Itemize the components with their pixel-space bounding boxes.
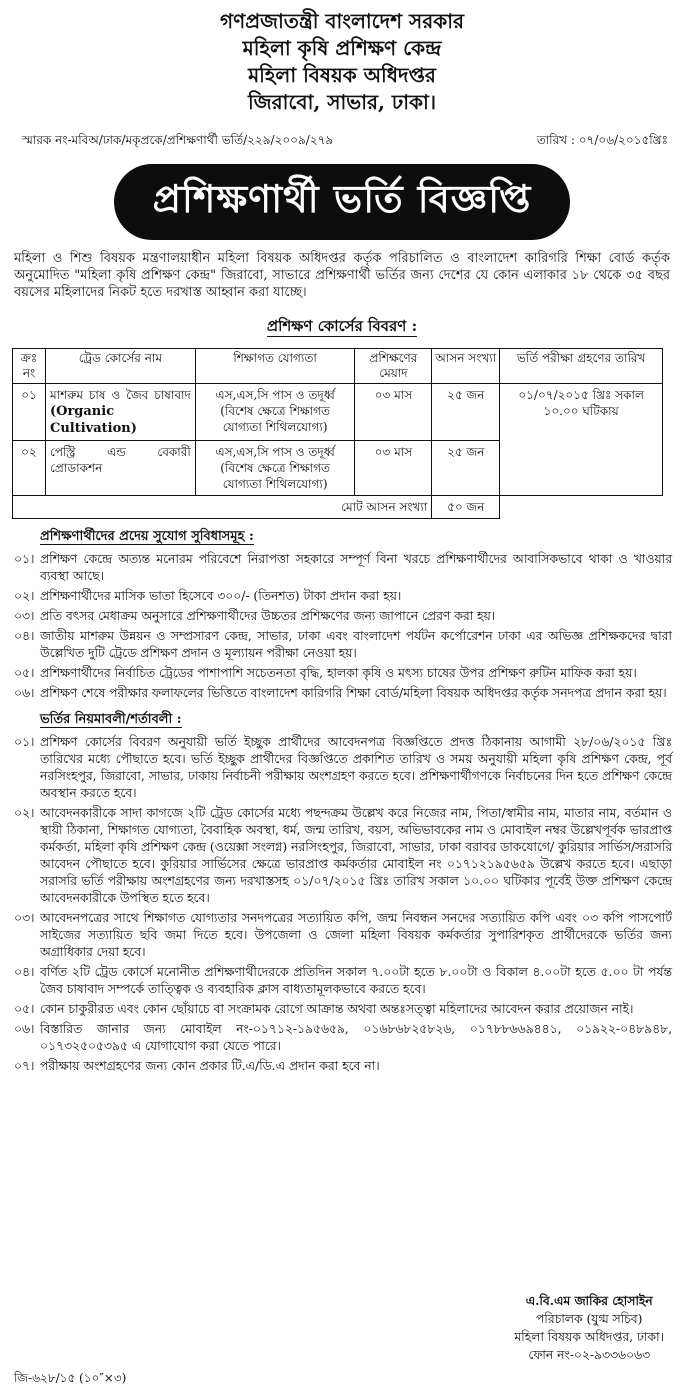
facilities-list [12,551,672,702]
course-section-heading [12,315,672,340]
rules-list [12,734,672,1075]
item-text: আবেদনকারীকে সাদা কাগজে ২টি ট্রেড কোর্সের মধ্যে পছন্দক্রম উল্লেখ করে নিজের নাম, পিতা/স্বামীর নাম, মাতার নাম, বর্তমান ও স্থায়ী ঠিকানা, শিক্ষাগত যোগ্যতা, বৈবাহিক অবস্থা, ধর্ম, জন্ম তারিখ, বয়স, অভিভাবকের নাম ও মোবাইল নম্বর উল্লেখপূর্বক ভারপ্রাপ্ত কর্মকর্তা, মহিলা কৃষি প্রশিক্ষণ কেন্দ্র (ওয়েক্সা সংলগ্ন) নরসিংহপুর, জিরাবো, সাভার, ঢাকা বরাবর ডাকযোগে/ কুরিয়ার সার্ভিস/সরাসরি আবেদন পৌছাতে হবে। কুরিয়ার সার্ভিসের ক্ষেত্রে ভারপ্রাপ্ত কর্মকর্তার মোবাইল নং ০১৭১২১৯৫৬৫৯ উল্লেখ করতে হবে। এছাড়া সরাসরি ভর্তি পরীক্ষায় অংশগ্রহণের জন্য দরখাস্তসহ ০১/০৭/২০১৫ খ্রিঃ তারিখ সকাল ১০.০০ ঘটিকার পূর্বেই উক্ত প্রশিক্ষণ কেন্দ্রে আবেদনকারীকে উপস্থিত হতে হবে। [40,806,672,905]
list-item [12,1021,672,1055]
total-row [13,496,663,519]
col-header-trade: ট্রেড কোর্সের নাম [45,349,195,384]
exam-date-cell: ০১/০৭/২০১৫ খ্রিঃ সকাল ১০.০০ ঘটিকায় [500,384,663,496]
item-number: ০৫। [14,1002,35,1016]
list-item [12,685,672,702]
row-seats: ২৫ জন [432,441,500,496]
facilities-title-text: প্রশিক্ষণার্থীদের প্রদেয় সুযোগ সুবিধাসমূহ : [40,529,254,544]
row-trade-bn: পেস্ট্রি এন্ড বেকারী প্রোডাকশন [49,445,191,475]
course-table-header-row [13,349,663,384]
list-item [12,588,672,605]
header-center: মহিলা কৃষি প্রশিক্ষণ কেন্দ্র [242,36,442,60]
memo-date: তারিখ : ০৭/০৬/২০১৫খ্রিঃ [536,133,668,147]
item-text: কোন চাকুরীরত এবং কোন ছোঁয়াচে বা সংক্রামক রোগে আক্রান্ত অথবা অন্তঃসত্ত্বা মহিলাদের আবেদন করার প্রয়োজন নাই। [40,1002,634,1016]
header-government: গণপ্রজাতন্ত্রী বাংলাদেশ সরকার [220,9,464,33]
list-item [12,608,672,625]
header-address: জিরাবো, সাভার, ঢাকা। [247,90,436,114]
item-text: বিস্তারিত জানার জন্য মোবাইল নং-০১৭১২-১৯৫৬৫৯, ০১৬৮৬৮২৫৮২৬, ০১৭৮৮৬৬৯৪৪১, ০১৯২২-০৪৮৯৪৮, ০১৭৩২৫০৫৩৯৫ এ যোগাযোগ করা যেতে পারে। [40,1022,672,1053]
item-text: জাতীয় মাশরুম উন্নয়ন ও সম্প্রসারণ কেন্দ্র, সাভার, ঢাকা এবং বাংলাদেশ পর্যটন কর্পোরেশন ঢাকা এর অভিজ্ঞ প্রশিক্ষকদের দ্বারা উল্লেখিত দুটি ট্রেডে প্রশিক্ষণ প্রদান ও মূল্যায়ন পরীক্ষা নেওয়া হয়। [40,629,672,660]
list-item [12,551,672,585]
list-item [12,734,672,802]
item-text: প্রশিক্ষণ কোর্সের বিবরণ অনুযায়ী ভর্তি ইচ্ছুক প্রার্থীদের আবেদনপত্র বিজ্ঞপ্তিতে প্রদত্ত ঠিকানায় আগামী ২৮/০৬/২০১৫ খ্রিঃ তারিখের মধ্যে পৌছাতে হবে। ভর্তি ইচ্ছুক প্রার্থীদের বিজ্ঞপ্তিতে প্রকাশিত তারিখ ও সময় অনুযায়ী মহিলা কৃষি প্রশিক্ষণ কেন্দ্র, পূর্ব নরসিংহপুর, জিরাবো, সাভার, ঢাকায় নির্বাচনী পরীক্ষায় অংশগ্রহণ করতে হবে। প্রশিক্ষণার্থীগণকে নির্বাচনের দিন হতে প্রশিক্ষণ কেন্দ্রে অবস্থান করতে হবে। [40,735,672,800]
col-header-sl: ক্রঃ নং [13,349,46,384]
header-department: মহিলা বিষয়ক অধিদপ্তর [248,63,436,87]
total-seats-label: মোট আসন সংখ্যা [13,496,432,519]
memo-reference: স্মারক নং-মবিঅ/ঢাক/মকৃপ্রকে/প্রশিক্ষণার্থী ভর্তি/২২৯/২০০৯/২৭৯ [22,133,334,147]
item-number: ০২। [14,589,35,603]
row-duration: ০৩ মাস [355,441,432,496]
list-item [12,1001,672,1018]
row-duration: ০৩ মাস [355,384,432,441]
item-text: বর্ণিত ২টি ট্রেড কোর্সে মনোনীত প্রশিক্ষণার্থীদেরকে প্রতিদিন সকাল ৭.০০টা হতে ৮.০০টা ও বিকাল ৪.০০টা হতে ৫.০০ টা পর্যন্ত জৈব চাষাবাদ সম্পর্কে তাত্ত্বিক ও ব্যবহারিক ক্লাস বাধ্যতামূলকভাবে করতে হবে। [40,965,672,996]
total-seats-value: ৫০ জন [432,496,500,519]
memo-line [12,132,672,152]
item-text: পরীক্ষায় অংশগ্রহণের জন্য কোন প্রকার টি.এ/ডি.এ প্রদান করা হবে না। [40,1059,380,1073]
item-text: প্রশিক্ষণ কেন্দ্রে অত্যন্ত মনোরম পরিবেশে নিরাপত্তা সহকারে সম্পূর্ণ বিনা খরচে প্রশিক্ষণার্থীদের আবাসিকভাবে থাকা ও খাওয়ার ব্যবস্থা আছে। [40,552,672,583]
signatory-designation: পরিচালক (যুগ্ম সচিব) [535,1312,643,1326]
list-item [12,628,672,662]
intro-paragraph: মহিলা ও শিশু বিষয়ক মন্ত্রণালয়াধীন মহিলা বিষয়ক অধিদপ্তর কর্তৃক পরিচালিত ও বাংলাদেশ কারিগরি শিক্ষা বোর্ড কর্তৃক অনুমোদিত "মহিলা কৃষি প্রশিক্ষণ কেন্দ্র" জিরাবো, সাভারে প্রশিক্ষণার্থী ভর্তির জন্য দেশের যে কোন এলাকার ১৮ থেকে ৩৫ বছর বয়সের মহিলাদের নিকট হতে দরখাস্ত আহ্বান করা যাচ্ছে। [14,251,670,300]
total-row-blank [500,496,663,519]
col-header-duration: প্রশিক্ষণের মেয়াদ [355,349,432,384]
row-trade-en: (Organic Cultivation) [49,404,137,436]
row-trade-bn: মাশরুম চাষ ও জৈব চাষাবাদ [49,388,191,402]
list-item [12,910,672,961]
row-trade [45,441,195,496]
item-text: আবেদনপত্রের সাথে শিক্ষাগত যোগ্যতার সনদপত্রের সত্যায়িত কপি, জন্ম নিবন্ধন সনদের সত্যায়িত কপি এবং ০৩ কপি পাসপোর্ট সাইজের সত্যায়িত ছবি জমা দিতে হবে। উপজেলা ও জেলা মহিলা বিষয়ক কর্মকর্তার সুপারিশকৃত প্রার্থীদেরকে ভর্তির জন্য অগ্রাধিকার দেয়া হবে। [40,911,672,959]
col-header-qualification: শিক্ষাগত যোগ্যতা [195,349,355,384]
item-number: ০৫। [14,666,35,680]
list-item [12,805,672,907]
header [12,0,672,116]
item-number: ০৬। [14,1022,35,1036]
item-number: ০৩। [14,609,35,623]
signatory-name: এ.বি.এম জাকির হোসাইন [525,1293,653,1308]
item-text: প্রশিক্ষণার্থীদের মাসিক ভাতা হিসেবে ৩০০/- (তিনশত) টাকা প্রদান করা হয়। [40,589,402,603]
course-section-heading-text: প্রশিক্ষণ কোর্সের বিবরণ : [266,317,418,335]
rules-title [12,710,672,731]
col-header-exam-date: ভর্তি পরীক্ষা গ্রহণের তারিখ [500,349,663,384]
row-qualification: এস,এস,সি পাস ও তদূর্ধ্ব (বিশেষ ক্ষেত্রে শিক্ষাগত যোগ্যতা শিথিলযোগ্য) [195,441,355,496]
item-number: ০৩। [14,911,35,925]
item-number: ০৭। [14,1059,35,1073]
list-item [12,1058,672,1075]
row-sl: ০২ [13,441,46,496]
item-text: প্রশিক্ষণ শেষে পরীক্ষার ফলাফলের ভিত্তিতে বাংলাদেশ কারিগরি শিক্ষা বোর্ড/মহিলা বিষয়ক অধিদপ্তর কর্তৃক সনদপত্র প্রদান করা হয়। [40,686,667,700]
item-number: ০১। [14,735,35,749]
notice-title-banner: প্রশিক্ষণার্থী ভর্তি বিজ্ঞপ্তি [114,164,570,240]
signatory-phone: ফোন নং-০২-৯৩৩৬০৬৩ [528,1348,651,1362]
item-text: প্রতি বৎসর মেধাক্রম অনুসারে প্রশিক্ষণার্থীদের উচ্চতর প্রশিক্ষণের জন্য জাপানে প্রেরণ করা হয়। [40,609,496,623]
item-number: ০৪। [14,965,35,979]
row-sl: ০১ [13,384,46,441]
item-number: ০৬। [14,686,35,700]
course-table [12,348,663,519]
item-number: ০৪। [14,629,35,643]
row-trade [45,384,195,441]
list-item [12,665,672,682]
col-header-seats: আসন সংখ্যা [432,349,500,384]
rules-title-text: ভর্তির নিয়মাবলী/শর্তাবলী : [40,712,182,727]
list-item [12,964,672,998]
facilities-title [12,527,672,548]
signatory-office: মহিলা বিষয়ক অধিদপ্তর, ঢাকা। [514,1330,664,1344]
signature-block [514,1292,664,1364]
item-text: প্রশিক্ষণার্থীদের নির্বাচিত ট্রেডের পাশাপাশি সচেতনতা বৃদ্ধি, হালকা কৃষি ও মৎস্য চাষের উপর প্রশিক্ষণ রুটিন মাফিক করা হয়। [40,666,637,680]
item-number: ০১। [14,552,35,566]
footer-code: জি-৬২৮/১৫ (১০″×৩) [14,1371,127,1385]
item-number: ০২। [14,806,35,820]
row-qualification: এস,এস,সি পাস ও তদূর্ধ্ব (বিশেষ ক্ষেত্রে শিক্ষাগত যোগ্যতা শিথিলযোগ্য) [195,384,355,441]
row-seats: ২৫ জন [432,384,500,441]
table-row [13,384,663,441]
